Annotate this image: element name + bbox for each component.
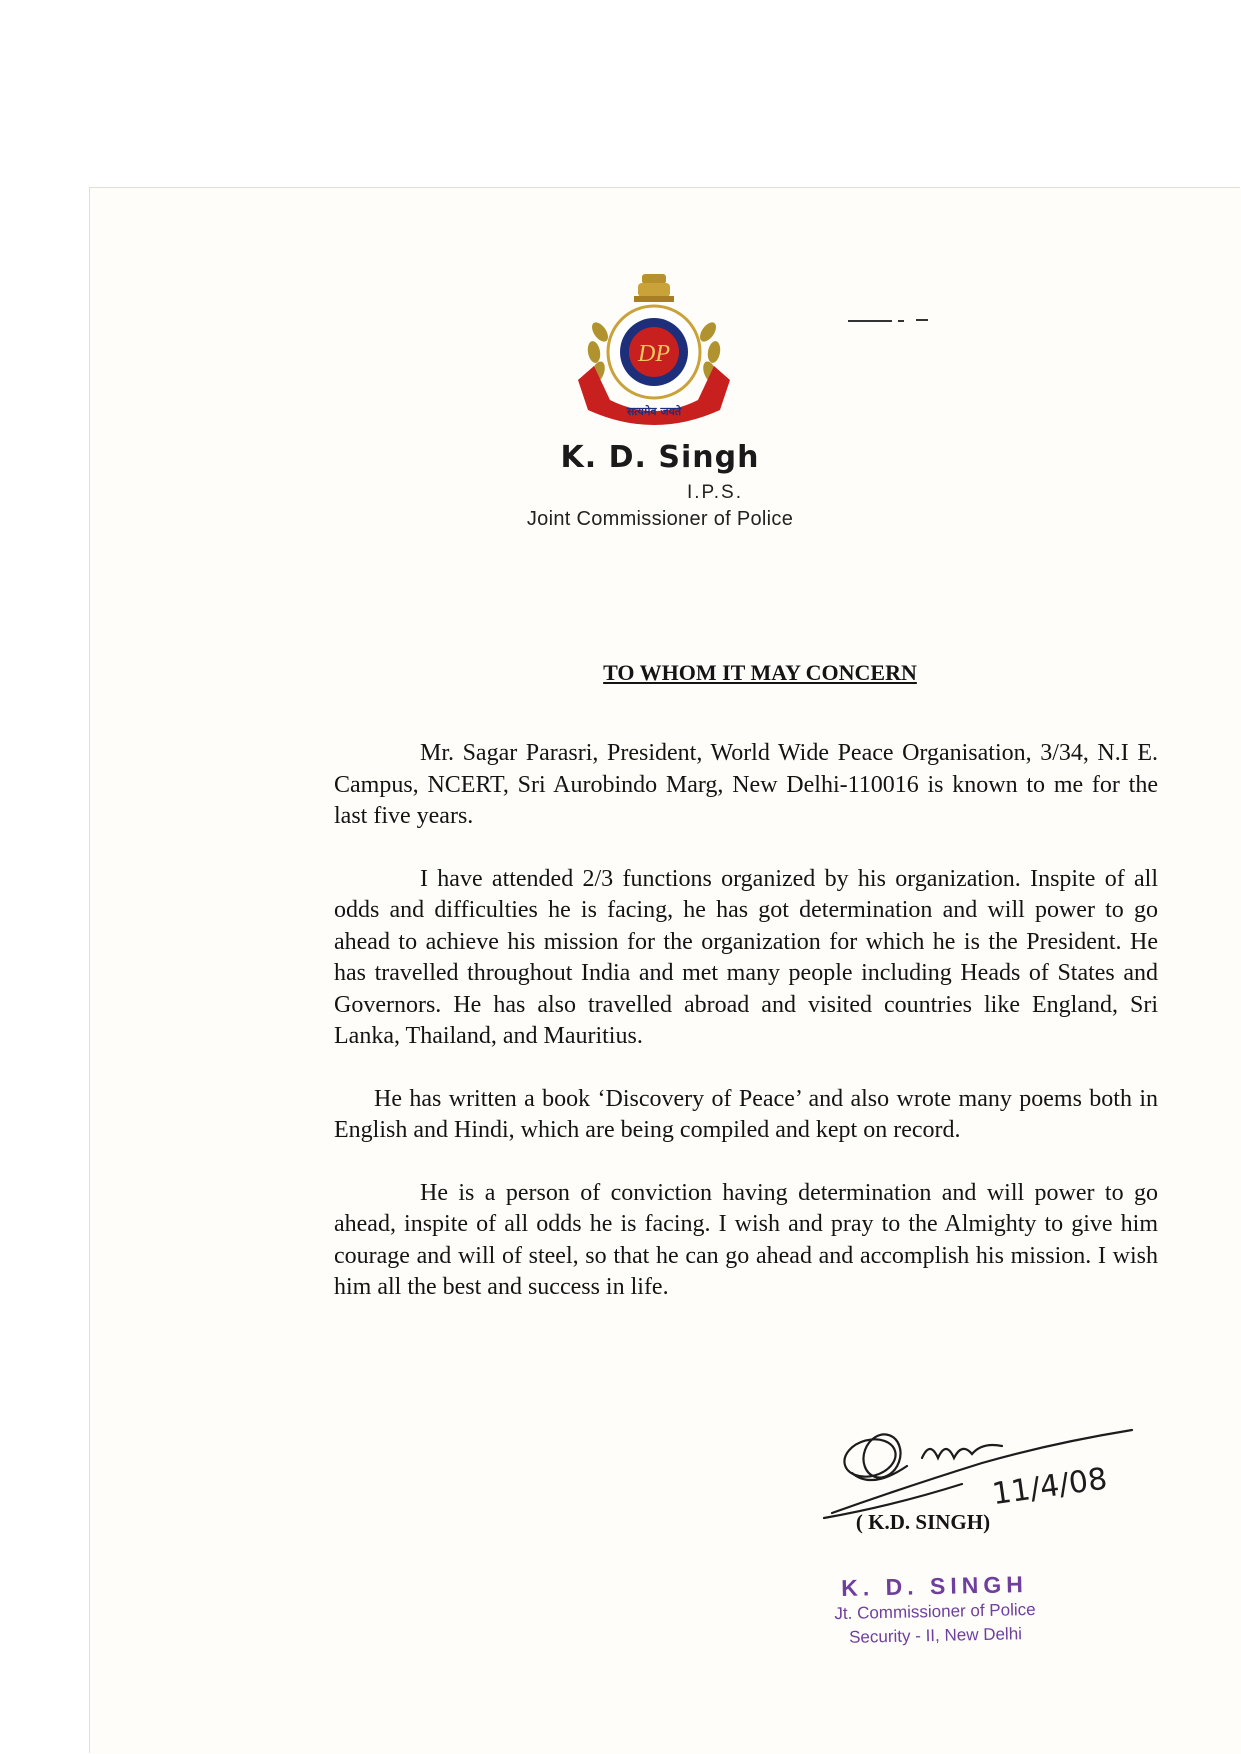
official-stamp	[794, 1569, 1076, 1651]
body-paragraph-4: He is a person of conviction having determination and will power to go ahead, inspite of all odds he is facing. I wish and pray to the Almighty to give him courage and will of steel, so that he can go ahead and accomplish his mission. I wish him all the best and success in life.	[334, 1179, 1158, 1300]
letter-subject: TO WHOM IT MAY CONCERN	[603, 660, 917, 685]
letterhead-designation: Joint Commissioner of Police	[526, 508, 794, 530]
stamp-designation: Jt. Commissioner of Police	[834, 1599, 1036, 1624]
signature-date: 11/4/08	[989, 1461, 1110, 1513]
delhi-police-emblem	[570, 272, 738, 430]
letterhead-name: K. D. Singh	[560, 440, 760, 475]
emblem-motto: सत्यमेव जयते	[626, 405, 682, 418]
body-paragraph-2: I have attended 2/3 functions organized by his organization. Inspite of all odds and difficulties he is facing, he has got determination and will power to go ahead to achieve his mission for the organization for which he is the President. He has travelled throughout India and met many people including Heads of States and Governors. He has also travelled abroad and visited countries like England, Sri Lanka, Thailand, and Mauritius.	[334, 865, 1158, 1049]
letter-body	[334, 738, 1158, 1335]
letterhead-service: I.P.S.	[686, 482, 743, 503]
stamp-unit: Security - II, New Delhi	[848, 1624, 1023, 1647]
body-paragraph-3: He has written a book ‘Discovery of Peace’ and also wrote many poems both in English and Hindi, which are being compiled and kept on record.	[334, 1085, 1158, 1143]
stamp-name: K. D. SINGH	[840, 1571, 1029, 1601]
signed-name: ( K.D. SINGH)	[855, 1510, 991, 1534]
lion-capital-icon	[634, 274, 674, 302]
pen-mark	[848, 318, 928, 324]
body-paragraph-1: Mr. Sagar Parasri, President, World Wide Peace Organisation, 3/34, N.I E. Campus, NCERT, Sri Aurobindo Marg, New Delhi-110016 is known to me for the last five years.	[334, 740, 1158, 829]
emblem-monogram: DP	[638, 341, 670, 367]
